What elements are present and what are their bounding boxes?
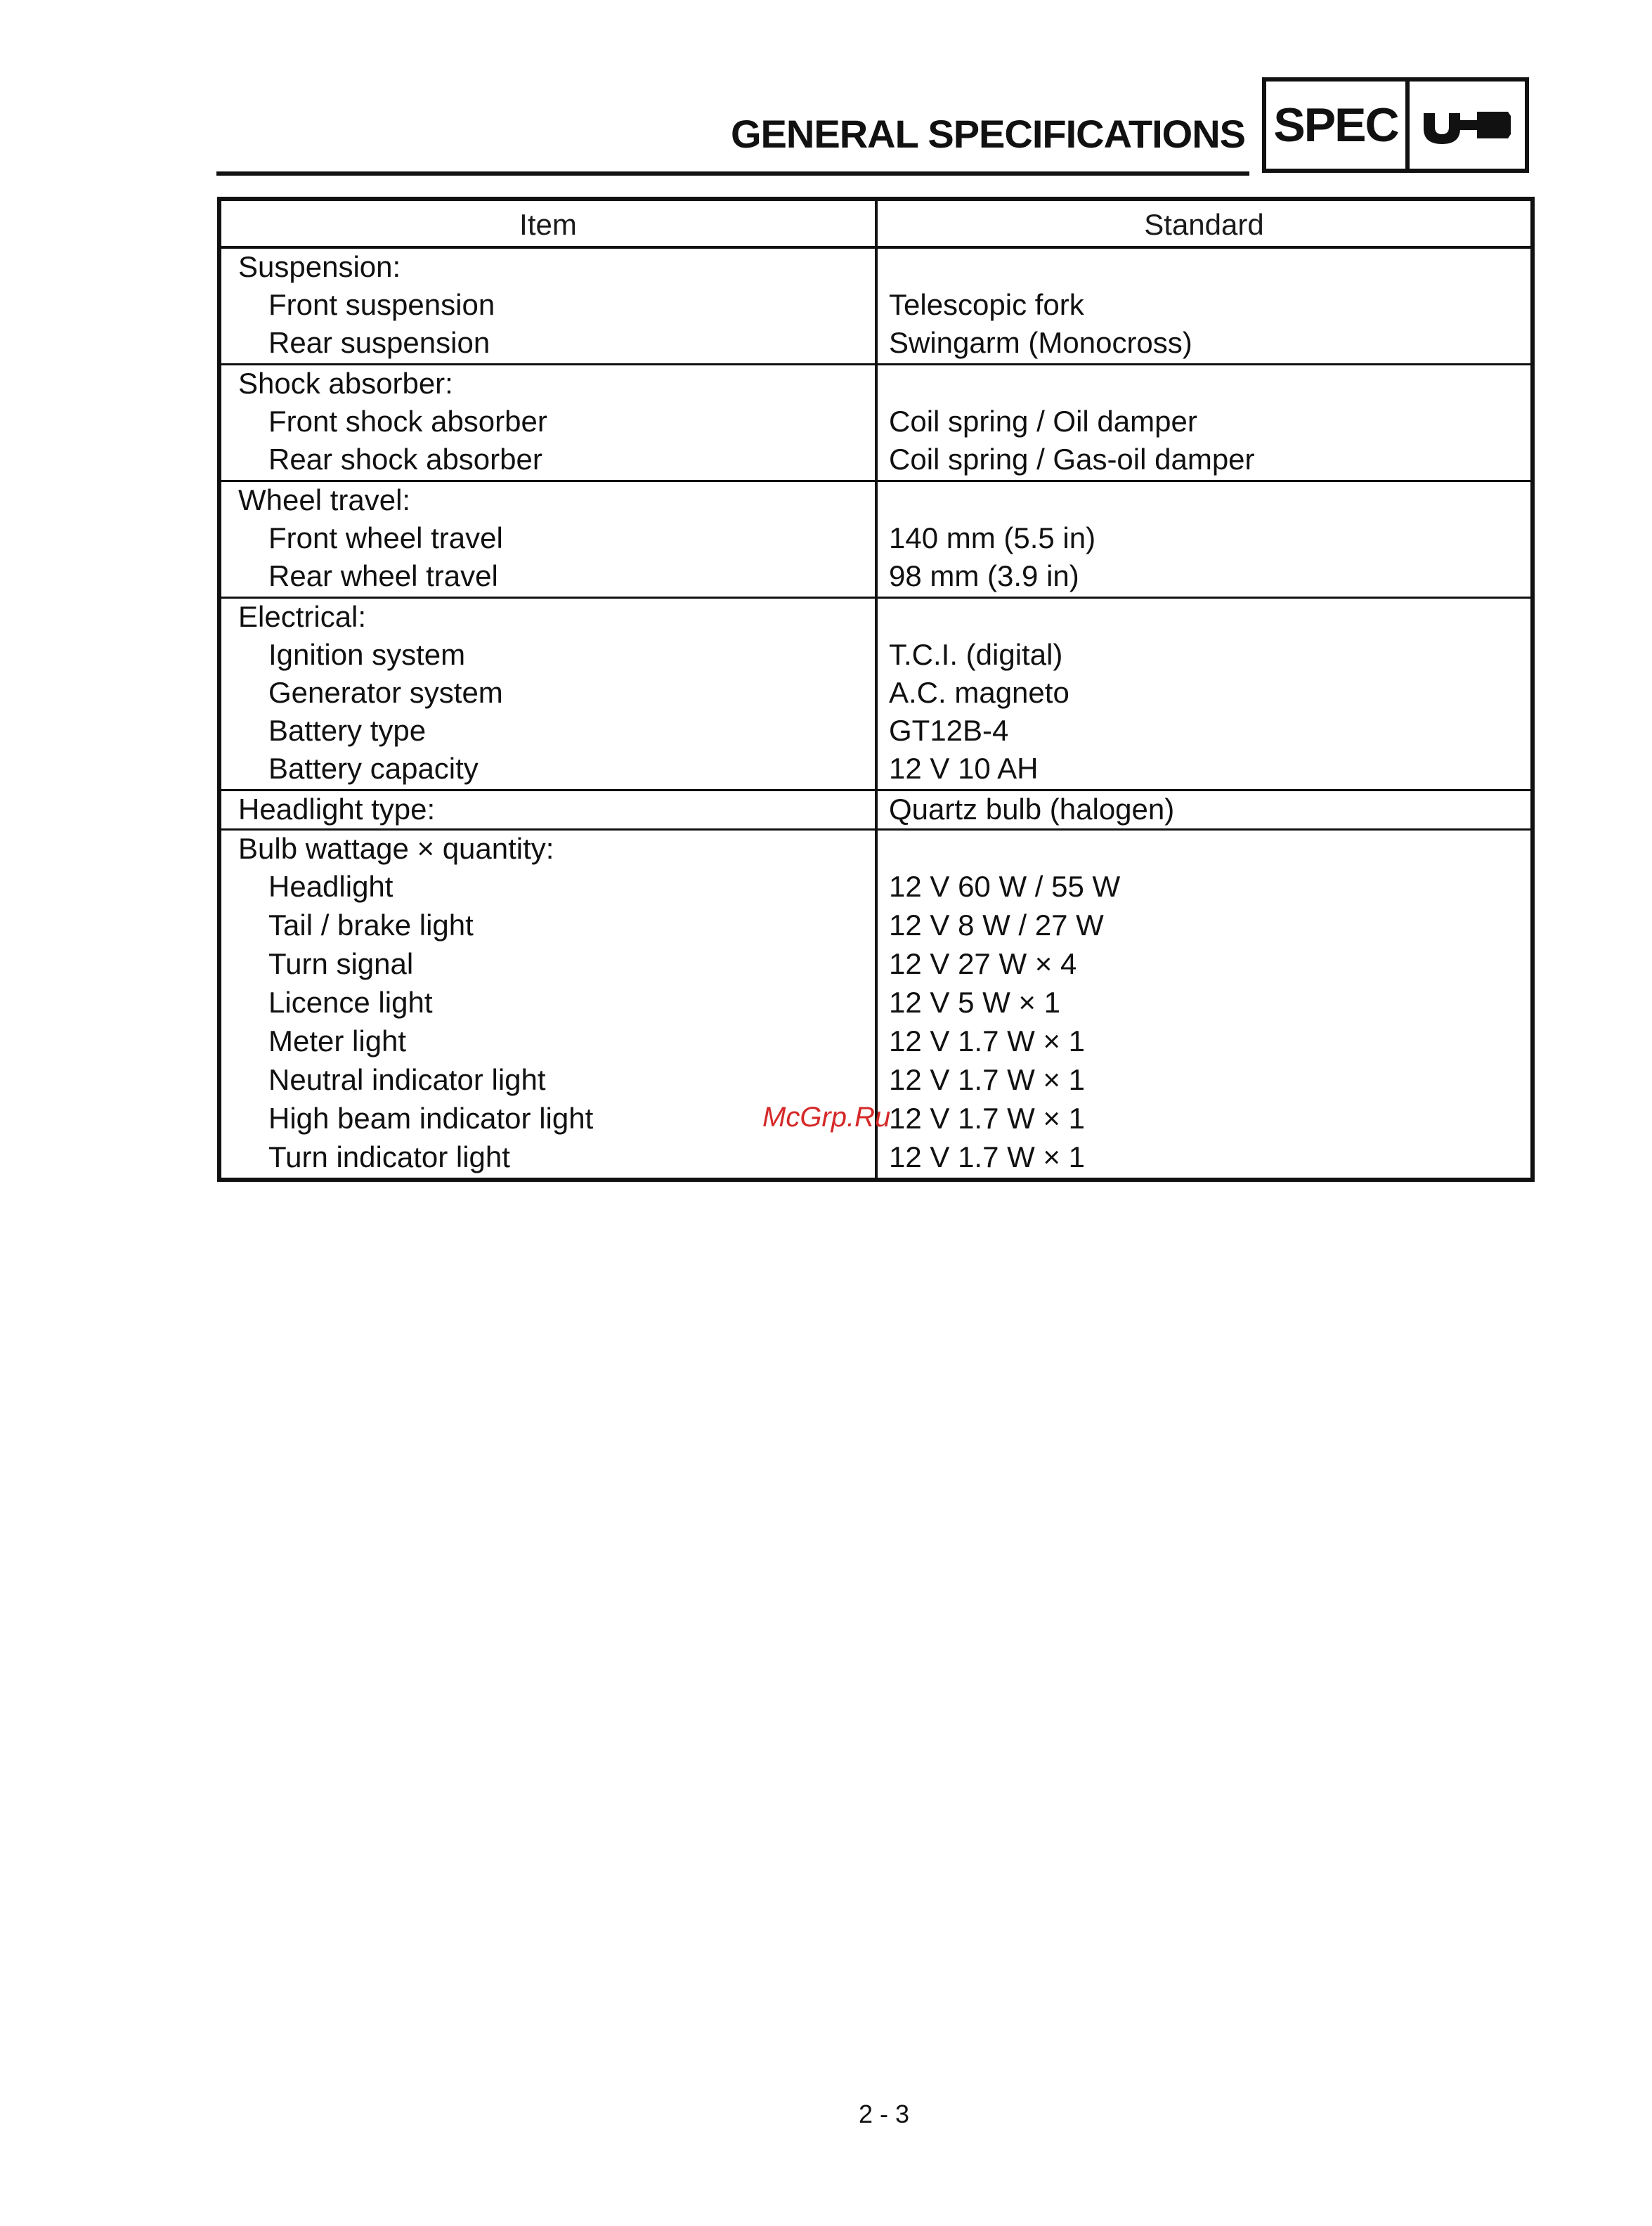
row-item: Neutral indicator light — [268, 1063, 546, 1096]
row-item: Generator system — [268, 676, 503, 709]
row-value: Quartz bulb (halogen) — [889, 793, 1175, 826]
group-title: Shock absorber: — [238, 367, 453, 400]
table-row — [221, 909, 1530, 947]
row-value: T.C.I. (digital) — [889, 638, 1063, 671]
row-item: Rear shock absorber — [268, 443, 542, 476]
section-badge — [1262, 77, 1529, 173]
row-value: 98 mm (3.9 in) — [889, 559, 1079, 592]
group-headlight-type — [221, 791, 1530, 831]
row-value: 12 V 27 W × 4 — [889, 947, 1077, 980]
row-item: Battery type — [268, 714, 427, 747]
row-item: Rear suspension — [268, 326, 490, 359]
table-row — [221, 870, 1530, 909]
table-row — [221, 443, 1530, 481]
group-shock-absorber — [221, 365, 1530, 482]
row-item: Meter light — [268, 1024, 407, 1057]
row-value: 12 V 1.7 W × 1 — [889, 1140, 1085, 1173]
table-row — [221, 752, 1530, 790]
row-value: 140 mm (5.5 in) — [889, 521, 1096, 554]
group-title: Bulb wattage × quantity: — [238, 832, 554, 865]
row-value: 12 V 8 W / 27 W — [889, 909, 1104, 942]
row-item: Front suspension — [268, 288, 495, 321]
table-row — [221, 714, 1530, 753]
table-row — [221, 947, 1530, 986]
page-title: GENERAL SPECIFICATIONS — [731, 112, 1246, 156]
row-value: Coil spring / Gas-oil damper — [889, 443, 1255, 476]
row-item: Turn signal — [268, 947, 414, 980]
wrench-icon — [1410, 82, 1525, 169]
row-item: Battery capacity — [268, 752, 479, 785]
column-header-item: Item — [519, 208, 577, 241]
column-header-standard: Standard — [1144, 208, 1264, 241]
table-row — [221, 1063, 1530, 1102]
table-row — [221, 638, 1530, 677]
table-row — [221, 1140, 1530, 1179]
row-value: 12 V 10 AH — [889, 752, 1039, 785]
page-number: 2 - 3 — [859, 2100, 910, 2128]
spec-table — [217, 197, 1535, 1182]
table-row — [221, 288, 1530, 327]
row-value: Swingarm (Monocross) — [889, 326, 1192, 359]
table-header — [221, 201, 1530, 249]
row-item: Rear wheel travel — [268, 559, 498, 592]
group-electrical — [221, 599, 1530, 791]
group-title: Headlight type: — [238, 793, 436, 826]
group-title: Suspension: — [238, 250, 401, 283]
table-row — [221, 521, 1530, 560]
row-item: Turn indicator light — [268, 1140, 510, 1173]
group-suspension — [221, 249, 1530, 365]
row-item: Headlight — [268, 870, 394, 903]
table-row — [221, 326, 1530, 365]
row-value: 12 V 1.7 W × 1 — [889, 1063, 1085, 1096]
row-item: Tail / brake light — [268, 909, 474, 942]
row-value: GT12B-4 — [889, 714, 1009, 747]
table-row — [221, 405, 1530, 443]
section-badge-label: SPEC — [1266, 82, 1410, 169]
table-row — [221, 676, 1530, 715]
row-value: A.C. magneto — [889, 676, 1069, 709]
group-title: Electrical: — [238, 600, 367, 633]
row-value: 12 V 5 W × 1 — [889, 986, 1060, 1019]
group-title: Wheel travel: — [238, 483, 411, 516]
table-row — [221, 986, 1530, 1024]
group-wheel-travel — [221, 482, 1530, 599]
table-row — [221, 1024, 1530, 1063]
watermark: McGrp.Ru — [762, 1102, 891, 1133]
row-item: High beam indicator light — [268, 1102, 594, 1135]
header-rule — [216, 171, 1249, 176]
row-value: 12 V 1.7 W × 1 — [889, 1102, 1085, 1135]
row-value: 12 V 60 W / 55 W — [889, 870, 1121, 903]
row-value: Telescopic fork — [889, 288, 1084, 321]
row-value: Coil spring / Oil damper — [889, 405, 1197, 438]
row-item: Front shock absorber — [268, 405, 547, 438]
row-item: Ignition system — [268, 638, 466, 671]
table-row — [221, 559, 1530, 598]
row-value: 12 V 1.7 W × 1 — [889, 1024, 1085, 1057]
row-item: Licence light — [268, 986, 433, 1019]
row-item: Front wheel travel — [268, 521, 503, 554]
